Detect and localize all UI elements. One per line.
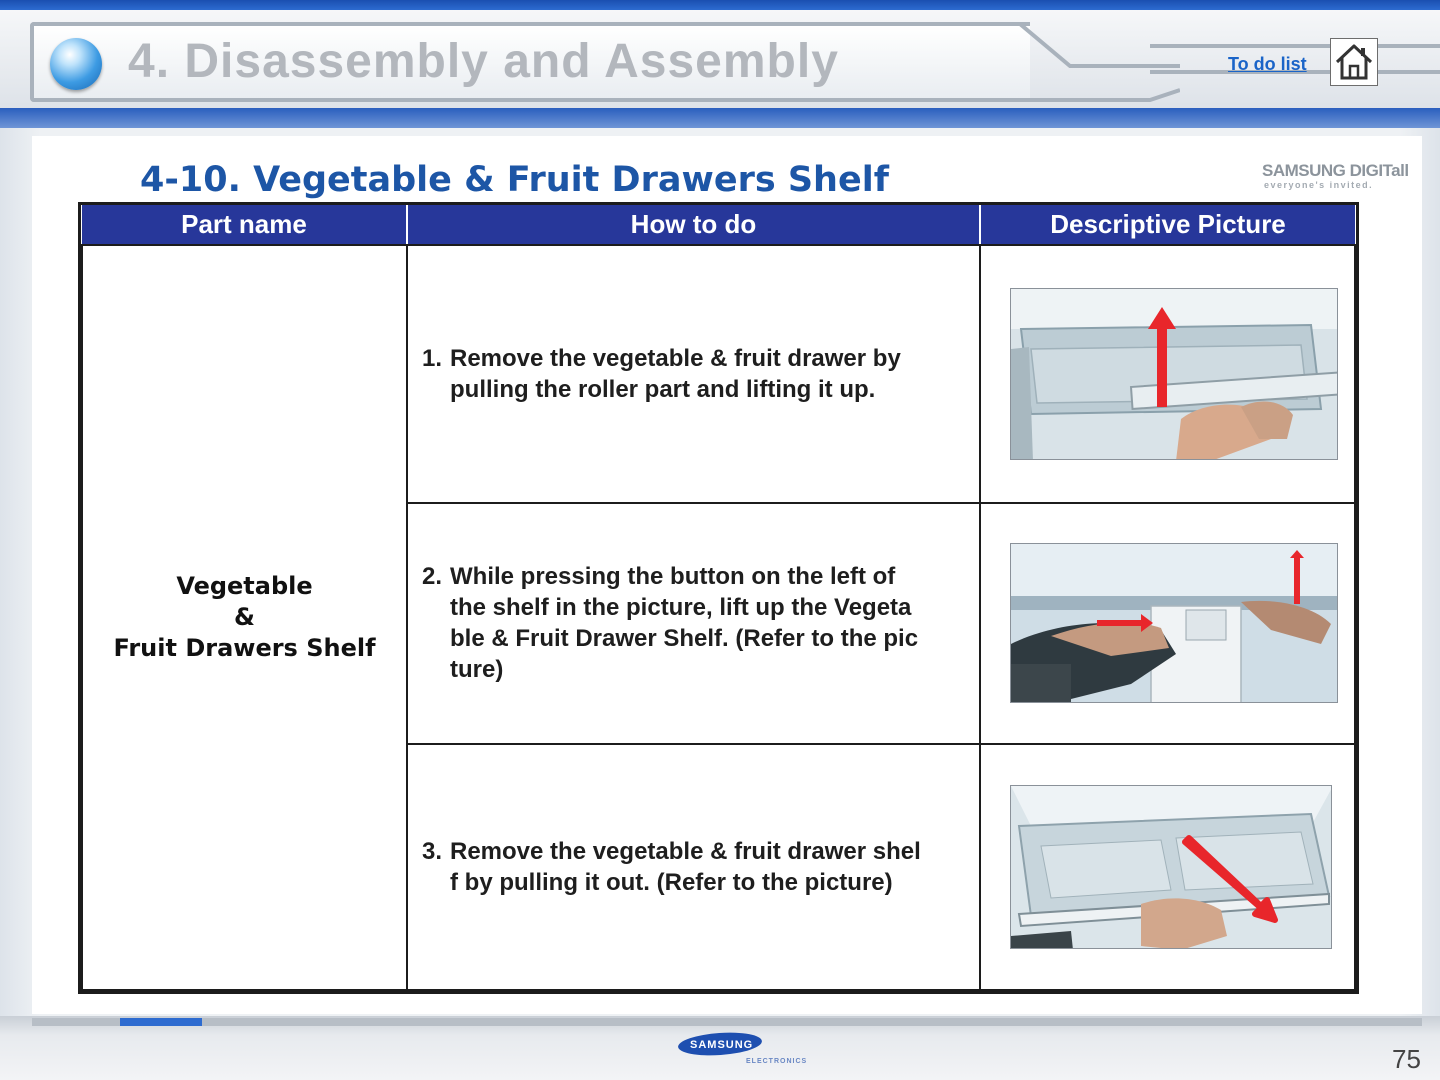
- part-name-line: Vegetable: [176, 572, 313, 600]
- brand-logo-text: SAMSUNG DIGITall: [1262, 161, 1409, 180]
- lift-arrow-icon: [1294, 558, 1300, 604]
- home-button[interactable]: [1330, 38, 1378, 86]
- section-title: 4-10. Vegetable & Fruit Drawers Shelf: [140, 160, 889, 200]
- step-3-text: [408, 836, 979, 898]
- blue-band: [0, 108, 1440, 128]
- step-line: ture): [450, 656, 504, 684]
- brand-logo-tagline: everyone's invited.: [1264, 180, 1374, 190]
- samsung-digitall-logo: [1262, 158, 1412, 192]
- step-line: Remove the vegetable & fruit drawer by: [450, 345, 901, 373]
- header-descriptive-picture: Descriptive Picture: [980, 205, 1355, 245]
- step-1-picture: [1010, 288, 1338, 460]
- step-3-picture: [1010, 785, 1332, 949]
- step-cell: [407, 245, 980, 503]
- top-stripe: [0, 0, 1440, 10]
- step-line: the shelf in the picture, lift up the Vegeta: [450, 594, 912, 622]
- page-number: 75: [1392, 1044, 1421, 1074]
- footer-line: [32, 1018, 1422, 1026]
- table-header-row: [82, 205, 1355, 245]
- picture-cell: [980, 503, 1355, 743]
- step-line: pulling the roller part and lifting it up.: [450, 376, 876, 404]
- home-icon: [1331, 39, 1377, 85]
- picture-cell: [980, 744, 1355, 990]
- samsung-logo: [676, 1030, 808, 1066]
- disassembly-table: [78, 202, 1359, 994]
- step-line: f by pulling it out. (Refer to the picture): [450, 868, 893, 896]
- globe-orb-icon: [50, 38, 102, 90]
- footer-accent: [120, 1018, 202, 1026]
- step-line: ble & Fruit Drawer Shelf. (Refer to the pic: [450, 625, 919, 653]
- step-2-text: [408, 561, 979, 685]
- step-cell: [407, 744, 980, 990]
- step-number: 1.: [422, 345, 443, 373]
- todo-list-link[interactable]: To do list: [1228, 54, 1307, 74]
- step-number: 2.: [422, 563, 443, 591]
- samsung-logo-sub: ELECTRONICS: [746, 1058, 808, 1065]
- part-name-line: Fruit Drawers Shelf: [113, 634, 376, 662]
- table-row: [82, 245, 1355, 503]
- samsung-logo-text: SAMSUNG: [690, 1039, 754, 1051]
- page-title: 4. Disassembly and Assembly: [128, 35, 839, 88]
- step-number: 3.: [422, 837, 443, 865]
- header-how-to-do: How to do: [407, 205, 980, 245]
- step-cell: [407, 503, 980, 743]
- step-2-picture: [1010, 543, 1338, 703]
- step-1-text: [408, 343, 979, 405]
- part-name-cell: [82, 245, 407, 990]
- part-name-line: &: [234, 603, 255, 631]
- header-part-name: Part name: [82, 205, 407, 245]
- picture-cell: [980, 245, 1355, 503]
- step-line: While pressing the button on the left of: [450, 563, 896, 591]
- step-line: Remove the vegetable & fruit drawer shel: [450, 837, 921, 865]
